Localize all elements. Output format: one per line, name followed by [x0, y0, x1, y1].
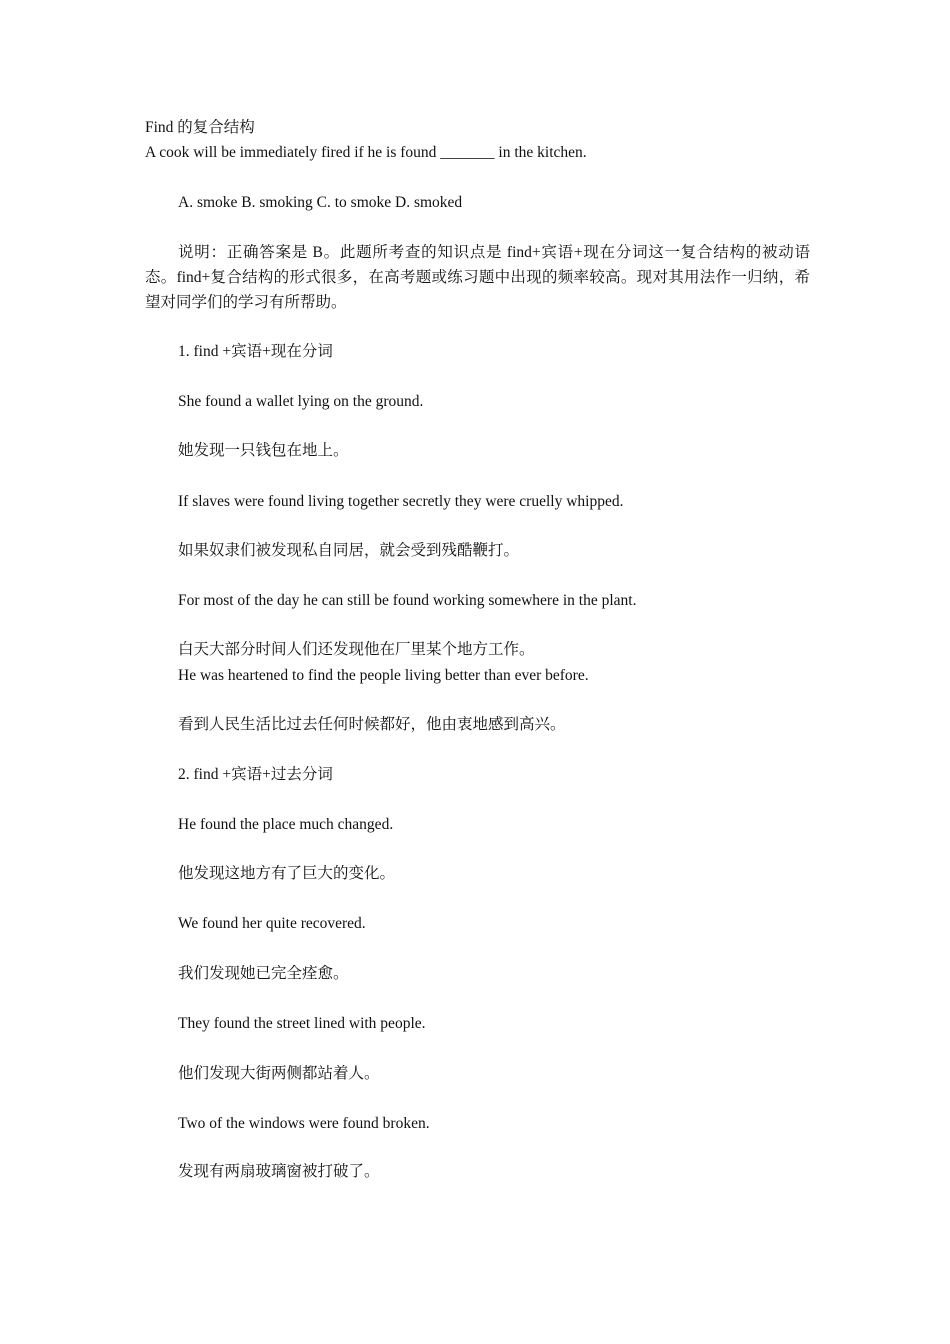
example-sentence-zh: 白天大部分时间人们还发现他在厂里某个地方工作。: [178, 641, 535, 658]
example-sentence-en: If slaves were found living together secretly they were cruelly whipped.: [178, 493, 624, 510]
example-sentence-en: They found the street lined with people.: [178, 1015, 426, 1032]
example-sentence-en: He was heartened to find the people living better than ever before.: [178, 667, 589, 684]
example-sentence-zh: 如果奴隶们被发现私自同居，就会受到残酷鞭打。: [178, 542, 520, 559]
section1-heading: 1. find +宾语+现在分词: [178, 343, 333, 360]
example-sentence-zh: 看到人民生活比过去任何时候都好，他由衷地感到高兴。: [178, 716, 566, 733]
example-sentence-en: We found her quite recovered.: [178, 915, 366, 932]
example-sentence-en: For most of the day he can still be found working somewhere in the plant.: [178, 592, 637, 609]
section2-heading: 2. find +宾语+过去分词: [178, 766, 333, 783]
question-text: A cook will be immediately fired if he is found _______ in the kitchen.: [145, 144, 587, 161]
example-sentence-en: She found a wallet lying on the ground.: [178, 393, 424, 410]
explanation-paragraph: 说明：正确答案是 B。此题所考查的知识点是 find+宾语+现在分词这一复合结构的被动语态。find+复合结构的形式很多，在高考题或练习题中出现的频率较高。现对其用法作一归纳，希望对同学们的学习有所帮助。: [145, 244, 810, 311]
answer-options: A. smoke B. smoking C. to smoke D. smoked: [178, 194, 463, 211]
example-sentence-en: Two of the windows were found broken.: [178, 1115, 430, 1132]
example-sentence-zh: 他们发现大街两侧都站着人。: [178, 1065, 380, 1082]
example-sentence-en: He found the place much changed.: [178, 816, 394, 833]
doc-title: Find 的复合结构: [145, 119, 255, 136]
example-sentence-zh: 她发现一只钱包在地上。: [178, 442, 349, 459]
example-sentence-zh: 发现有两扇玻璃窗被打破了。: [178, 1163, 380, 1180]
example-sentence-zh: 他发现这地方有了巨大的变化。: [178, 865, 396, 882]
example-sentence-zh: 我们发现她已完全痊愈。: [178, 965, 349, 982]
